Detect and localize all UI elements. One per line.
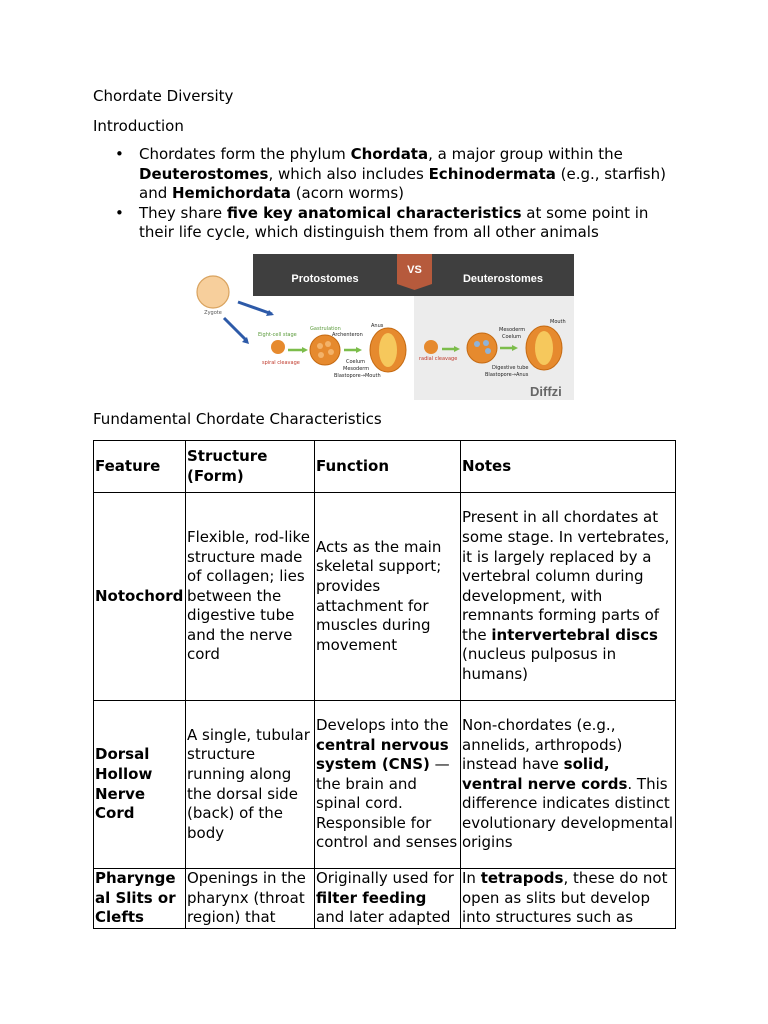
coelum-label: Coelum <box>346 359 366 365</box>
protostomes-label: Protostomes <box>291 273 359 285</box>
section-heading: Fundamental Chordate Characteristics <box>93 410 382 428</box>
archenteron-label: Archenteron <box>332 332 363 338</box>
radial-embryo <box>424 340 438 354</box>
feature-cell: Dorsal Hollow Nerve Cord <box>94 701 186 869</box>
arrow-down-icon <box>224 318 247 341</box>
header-feature: Feature <box>94 441 186 493</box>
structure-cell: A single, tubular structure running along the dorsal side (back) of the body <box>186 701 315 869</box>
function-cell: Develops into the central nervous system (CNS) — the brain and spinal cord. Responsible for control and senses <box>315 701 461 869</box>
deuterostomes-label: Deuterostomes <box>462 273 544 285</box>
header-structure: Structure (Form) <box>186 441 315 493</box>
table-row <box>94 869 676 929</box>
zygote-cell <box>197 276 229 308</box>
gastrulation-label: Gastrulation <box>310 326 341 332</box>
structure-cell: Flexible, rod-like structure made of collagen; lies between the digestive tube and the nerve cord <box>186 493 315 701</box>
notes-cell: In tetrapods, these do not open as slits but develop into structures such as <box>461 869 676 929</box>
eight-cell-label: Eight-cell stage <box>258 332 297 338</box>
protostome-deuterostome-figure <box>192 254 574 400</box>
zygote-label: Zygote <box>204 310 222 316</box>
header-function: Function <box>315 441 461 493</box>
eight-cell-embryo <box>271 340 285 354</box>
table-header-row <box>94 441 676 493</box>
characteristics-table <box>93 440 676 929</box>
notes-cell: Non-chordates (e.g., annelids, arthropods) instead have solid, ventral nerve cords. This difference indicates distinct evolutionary developmental origins <box>461 701 676 869</box>
feature-cell: Notochord <box>94 493 186 701</box>
structure-cell: Openings in the pharynx (throat region) that <box>186 869 315 929</box>
mouth-label: Mouth <box>550 319 566 325</box>
document-title: Chordate Diversity <box>93 87 234 105</box>
vs-label: VS <box>407 264 422 276</box>
intro-heading: Introduction <box>93 117 184 135</box>
mesoderm-label: Mesoderm <box>343 366 370 372</box>
deuterostome-gastrula <box>467 333 497 363</box>
table-row <box>94 493 676 701</box>
table-row <box>94 701 676 869</box>
coelum-label: Coelum <box>502 334 522 340</box>
blastopore-anus-label: Blastopore→Anus <box>485 372 529 378</box>
radial-cleavage-label: radial cleavage <box>419 356 458 362</box>
bullet-item: • They share five key anatomical characteristics at some point in their life cycle, which distinguish them from all other animals <box>115 204 675 243</box>
gastrula <box>310 335 340 365</box>
blastopore-mouth-label: Blastopore→Mouth <box>334 373 381 379</box>
header-notes: Notes <box>461 441 676 493</box>
bullet-item: • Chordates form the phylum Chordata, a major group within the Deuterostomes, which also includes Echinodermata (e.g., starfish) and Hemichordata (acorn worms) <box>115 145 675 204</box>
mesoderm-label: Mesoderm <box>499 327 526 333</box>
function-cell: Acts as the main skeletal support; provides attachment for muscles during movement <box>315 493 461 701</box>
notes-cell: Present in all chordates at some stage. In vertebrates, it is largely replaced by a vertebral column during development, with remnants forming parts of the intervertebral discs (nucleus pulposus in humans) <box>461 493 676 701</box>
intro-bullet-list <box>115 145 675 243</box>
digestive-tube-label: Digestive tube <box>492 365 529 371</box>
function-cell: Originally used for filter feeding and later adapted <box>315 869 461 929</box>
diffzi-logo: Diffzi <box>530 384 562 399</box>
arrow-right-icon <box>238 302 272 314</box>
feature-cell: Pharyngeal Slits or Clefts <box>94 869 186 929</box>
spiral-cleavage-label: spiral cleavage <box>262 360 300 366</box>
anus-label: Anus <box>371 323 384 329</box>
